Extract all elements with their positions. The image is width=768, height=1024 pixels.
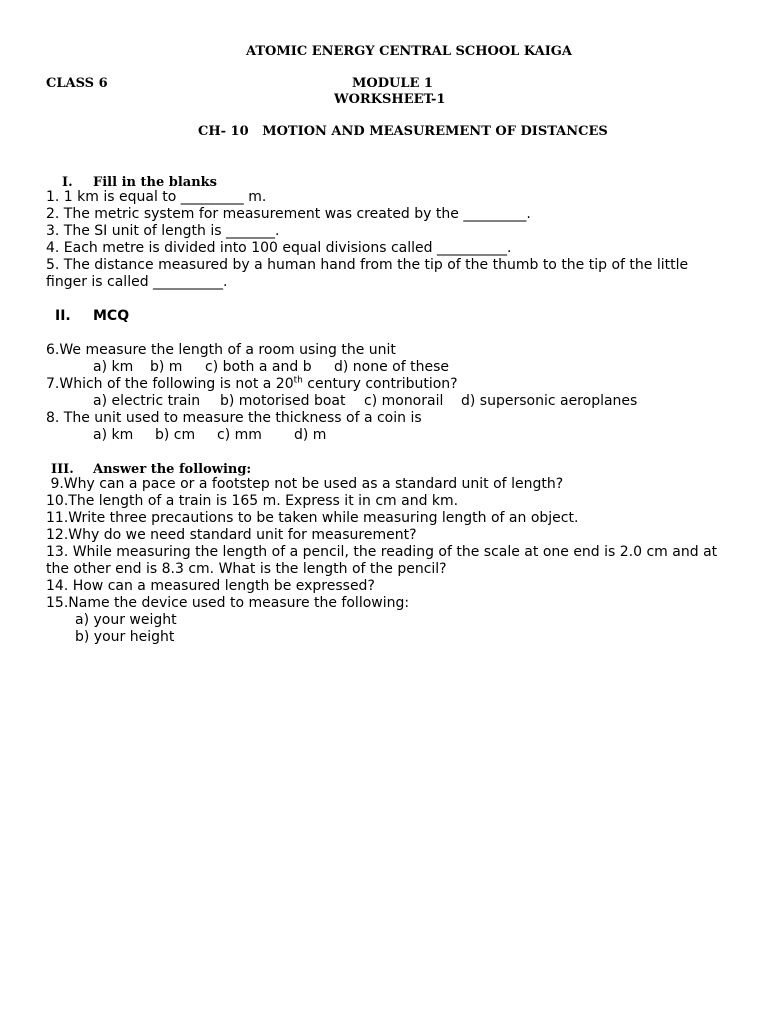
question-8: 8. The unit used to measure the thickness of a coin is [46, 410, 422, 426]
question-7-text-end: century contribution? [302, 376, 458, 392]
question-1: 1. 1 km is equal to _________ m. [46, 189, 267, 205]
question-14: 14. How can a measured length be expressed? [46, 578, 375, 594]
question-7 [46, 376, 458, 393]
q8-option-c: c) mm [217, 427, 262, 443]
question-7-text: 7.Which of the following is not a 20 [46, 376, 294, 392]
question-3: 3. The SI unit of length is _______. [46, 223, 280, 239]
q7-option-d: d) supersonic aeroplanes [461, 393, 638, 409]
q6-option-c: c) both a and b [205, 359, 312, 375]
question-11: 11.Write three precautions to be taken while measuring length of an object. [46, 510, 579, 526]
question-13-line2: the other end is 8.3 cm. What is the length of the pencil? [46, 561, 447, 577]
question-5-line1: 5. The distance measured by a human hand from the tip of the thumb to the tip of the little [46, 257, 689, 273]
question-9: 9.Why can a pace or a footstep not be used as a standard unit of length? [46, 476, 564, 492]
q7-option-c: c) monorail [364, 393, 444, 409]
worksheet-label: WORKSHEET-1 [334, 92, 446, 107]
question-2: 2. The metric system for measurement was created by the _________. [46, 206, 531, 222]
q6-option-a: a) km [93, 359, 134, 375]
section3-title: Answer the following: [93, 462, 252, 477]
q6-option-b: b) m [150, 359, 183, 375]
section1-title: Fill in the blanks [93, 175, 217, 190]
class-label: CLASS 6 [46, 76, 108, 91]
q7-option-a: a) electric train [93, 393, 201, 409]
section2-title: MCQ [93, 308, 130, 324]
question-5-line2: finger is called __________. [46, 274, 228, 290]
q6-option-d: d) none of these [334, 359, 450, 375]
section2-numeral: II. [55, 308, 71, 324]
question-15: 15.Name the device used to measure the following: [46, 595, 410, 611]
q7-option-b: b) motorised boat [220, 393, 346, 409]
q8-option-b: b) cm [155, 427, 196, 443]
question-12: 12.Why do we need standard unit for measurement? [46, 527, 417, 543]
q8-option-d: d) m [294, 427, 327, 443]
question-10: 10.The length of a train is 165 m. Express it in cm and km. [46, 493, 459, 509]
chapter-title: CH- 10 MOTION AND MEASUREMENT OF DISTANCES [198, 124, 608, 139]
question-7-superscript: th [293, 375, 303, 386]
question-15-option-b: b) your height [75, 629, 175, 645]
q8-option-a: a) km [93, 427, 134, 443]
question-15-option-a: a) your weight [75, 612, 177, 628]
section1-numeral: I. [62, 175, 73, 190]
section3-numeral: III. [51, 462, 74, 477]
question-13-line1: 13. While measuring the length of a pencil, the reading of the scale at one end is 2.0 cm and at [46, 544, 718, 560]
question-6: 6.We measure the length of a room using the unit [46, 342, 396, 358]
module-label: MODULE 1 [352, 76, 433, 91]
question-4: 4. Each metre is divided into 100 equal divisions called __________. [46, 240, 512, 256]
school-name: ATOMIC ENERGY CENTRAL SCHOOL KAIGA [246, 44, 572, 59]
